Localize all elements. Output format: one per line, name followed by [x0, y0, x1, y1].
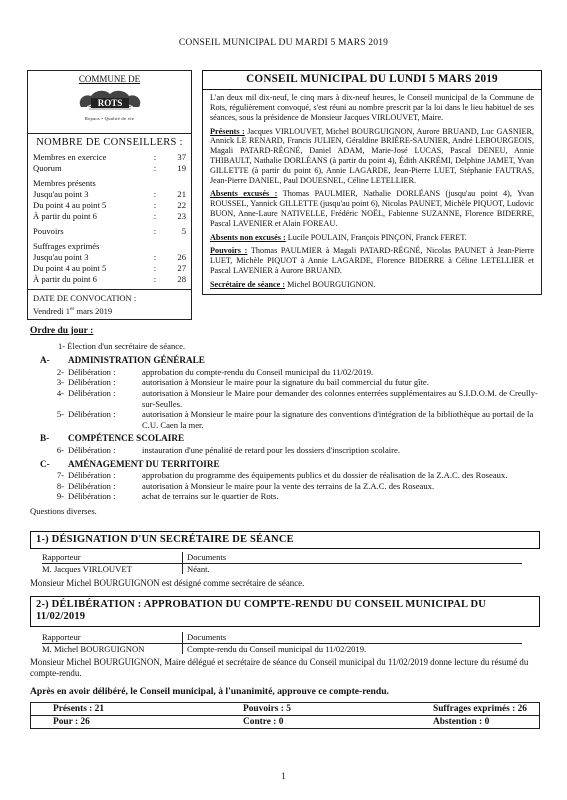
rapporteur-value: M. Michel BOURGUIGNON	[42, 643, 145, 654]
point2-text: Monsieur Michel BOURGUIGNON, Maire délégué et secrétaire de séance du Conseil municipal du 11/02/2019 donne lecture du résumé du compte-rendu.	[30, 657, 529, 678]
vote-contre: Contre : 0	[243, 717, 284, 727]
agenda-item-num: 6-	[56, 444, 64, 455]
logo-lettering: ROTS	[97, 97, 122, 108]
conseillers-stat-row	[33, 252, 186, 263]
conseillers-stat-row	[33, 241, 186, 252]
vote-suffrages: Suffrages exprimés : 26	[433, 704, 527, 714]
agenda-item-type: Délibération :	[68, 409, 116, 420]
agenda-item-type: Délibération :	[68, 444, 116, 455]
presents-list: Jacques VIRLOUVET, Michel BOURGUIGNON, Aurore BRUAND, Luc GASNIER, Annick LE RENARD, Francis JULIEN, Géraldine BRIÈRE-SAUNIER, André LEBOURGEOIS, Magali PATARD-RÉGNÉ, Daniel ADAM, Marie-José LUCAS, Pascal DENEU, Annie THIBAULT, Nathalie DORLÉANS (à partir du point 4), Édith AKRÉMI, Delphine JAMET, Yvan GILLETTE (à partir du point 6), Annie LAGARDE, Jean-Pierre LUET, Stéphanie FAUTRAS, Jean-Pierre DANIEL, Paul DOUESNEL, Céline LETELLIER.	[210, 126, 534, 185]
stat-label: Du point 4 au point 5	[33, 263, 107, 274]
agenda-item-text: autorisation à Monsieur le maire pour la signature des conventions d'intégration de la bibliothèque au portail de la C.U. Caen la mer.	[142, 409, 534, 430]
conseillers-stat-list	[33, 152, 186, 285]
agenda-section-key: A-	[40, 355, 50, 366]
pouvoirs-label: Pouvoirs :	[210, 246, 248, 256]
questions-diverses: Questions diverses.	[30, 505, 97, 516]
stat-label: Quorum	[33, 163, 62, 174]
rapporteur-value-row	[42, 564, 522, 575]
agenda-section-key: B-	[40, 433, 50, 444]
agenda-item-num: 9-	[56, 491, 64, 502]
page-header: CONSEIL MUNICIPAL DU MARDI 5 MARS 2019	[178, 38, 389, 48]
stat-colon	[150, 241, 160, 252]
agenda-item-text: approbation du compte-rendu du Conseil municipal du 11/02/2019.	[142, 366, 374, 377]
point1-text: Monsieur Michel BOURGUIGNON est désigné comme secrétaire de séance.	[30, 578, 305, 588]
stat-label: Membres présents	[33, 178, 96, 189]
agenda-section-title: COMPÉTENCE SCOLAIRE	[68, 433, 185, 444]
convocation-box	[27, 290, 192, 320]
stat-colon: :	[153, 252, 157, 263]
agenda-section-heading	[30, 459, 540, 470]
conseillers-stat-row	[33, 274, 186, 285]
conseillers-stat-row	[33, 152, 186, 163]
agenda-item	[30, 388, 540, 409]
stat-value: 27	[177, 263, 186, 274]
conseil-title: CONSEIL MUNICIPAL DU LUNDI 5 MARS 2019	[202, 70, 542, 90]
secretaire-label: Secrétaire de séance :	[210, 279, 286, 289]
convocation-date	[33, 304, 186, 316]
agenda-section-title: ADMINISTRATION GÉNÉRALE	[68, 355, 205, 366]
stat-value: 26	[177, 252, 186, 263]
agenda-item	[30, 367, 540, 378]
page-number: 1	[281, 771, 286, 781]
excuses-list: Thomas PAULMIER, Nathalie DORLÉANS (jusqu'au point 4), Yvan ROUSSEL, Yannick GILLETTE (jusqu'au point 6), Nicolas PAUNET, Michèle PIQUOT, Ludovic BUON, Anne-Laure NATIVELLE, Frédéric NOËL, Fabienne SUZANNE, Florence BIDERRE, Pascal LAVENIER et Alain FOREAU.	[210, 189, 534, 228]
convocation-date-sup: er	[70, 305, 75, 312]
stat-label: À partir du point 6	[33, 274, 97, 285]
stat-value: 37	[177, 152, 186, 163]
stat-label: À partir du point 6	[33, 211, 97, 222]
stat-value	[160, 178, 186, 189]
stat-label: Membres en exercice	[33, 152, 107, 163]
vote-row-2	[31, 715, 539, 728]
pouvoirs-paragraph	[210, 246, 534, 275]
excuses-label: Absents excusés :	[210, 189, 278, 199]
vote-table	[30, 702, 540, 729]
rapporteur-value: M. Jacques VIRLOUVET	[42, 563, 132, 574]
stat-colon: :	[153, 263, 157, 274]
commune-box	[27, 70, 192, 134]
ordre-title: Ordre du jour :	[30, 326, 94, 336]
conseillers-stat-row	[33, 178, 186, 189]
point2-rapporteur-table	[42, 632, 522, 654]
conseillers-stat-row	[33, 211, 186, 222]
agenda-item	[30, 445, 540, 456]
stat-colon: :	[153, 211, 157, 222]
stat-value	[160, 241, 186, 252]
conseillers-stat-row	[33, 189, 186, 200]
agenda-item-text: autorisation à Monsieur le maire pour la vente des terrains de la Z.A.C. des Roseaux.	[142, 480, 435, 491]
rapporteur-header-row	[42, 552, 522, 564]
agenda-item	[30, 377, 540, 388]
convocation-date-suffix: mars 2019	[74, 305, 113, 316]
conseillers-stat-row	[33, 263, 186, 274]
non-excuses-label: Absents non excusés :	[210, 232, 286, 242]
secretaire-paragraph	[210, 280, 534, 290]
secretaire-name: Michel BOURGUIGNON.	[285, 279, 376, 289]
convocation-date-prefix: Vendredi 1	[33, 305, 71, 316]
stat-value: 22	[177, 200, 186, 211]
vote-presents: Présents : 21	[53, 704, 105, 714]
documents-label: Documents	[182, 552, 522, 564]
stat-colon: :	[153, 274, 157, 285]
ordre-sections	[30, 355, 540, 502]
rapporteur-label: Rapporteur	[42, 632, 182, 644]
agenda-section-heading	[30, 433, 540, 444]
rapporteur-header-row	[42, 632, 522, 644]
stat-colon: :	[153, 152, 157, 163]
agenda-item-text: instauration d'une pénalité de retard pour les dossiers d'inscription scolaire.	[142, 444, 400, 455]
conseillers-stat-row	[33, 200, 186, 211]
agenda-item	[30, 470, 540, 481]
conseillers-title: NOMBRE DE CONSEILLERS :	[36, 137, 183, 148]
rots-logo-icon	[75, 87, 145, 115]
documents-value: Compte-rendu du Conseil municipal du 11/02/2019.	[182, 644, 522, 655]
point2-title: 2-) DÉLIBÉRATION : APPROBATION DU COMPTE-RENDU DU CONSEIL MUNICIPAL DU 11/02/2019	[30, 596, 540, 627]
agenda-item-num: 3-	[56, 377, 64, 388]
vote-row-1	[31, 703, 539, 715]
convocation-label: DATE DE CONVOCATION :	[33, 293, 137, 304]
conseillers-stat-row	[33, 226, 186, 237]
agenda-item-type: Délibération :	[68, 491, 116, 502]
agenda-item-type: Délibération :	[68, 377, 116, 388]
stat-label: Pouvoirs	[33, 226, 64, 237]
presents-label: Présents :	[210, 126, 245, 136]
stat-value: 23	[177, 211, 186, 222]
point2-decision: Après en avoir délibéré, le Conseil municipal, à l'unanimité, approuve ce compte-rendu.	[30, 686, 389, 697]
agenda-item-num: 7-	[56, 470, 64, 481]
presents-paragraph	[210, 127, 534, 186]
stat-value: 5	[181, 226, 186, 237]
agenda-section-heading	[30, 355, 540, 366]
stat-colon: :	[153, 226, 157, 237]
agenda-item	[30, 409, 540, 430]
agenda-item-text: autorisation à Monsieur le maire pour la signature du bail commercial du futur gîte.	[142, 377, 429, 388]
agenda-item-type: Délibération :	[68, 470, 116, 481]
agenda-item-type: Délibération :	[68, 480, 116, 491]
agenda-item-num: 8-	[56, 480, 64, 491]
agenda-section-key: C-	[40, 458, 50, 469]
agenda-section-title: AMÉNAGEMENT DU TERRITOIRE	[68, 458, 220, 469]
non-excuses-paragraph	[210, 233, 534, 243]
vote-pour: Pour : 26	[53, 717, 90, 727]
point1-title: 1-) DÉSIGNATION D'UN SECRÉTAIRE DE SÉANCE	[30, 531, 540, 549]
stat-label: Jusqu'au point 3	[33, 252, 89, 263]
stat-value: 28	[177, 274, 186, 285]
stat-colon: :	[153, 200, 157, 211]
commune-title: COMMUNE DE	[78, 74, 141, 84]
agenda-item	[30, 491, 540, 502]
rapporteur-label: Rapporteur	[42, 552, 182, 564]
stat-value: 19	[177, 163, 186, 174]
point1-rapporteur-table	[42, 552, 522, 574]
left-info-column	[27, 70, 192, 320]
ordre-du-jour	[30, 326, 540, 517]
stat-value: 21	[177, 189, 186, 200]
logo-tagline: Repaos • Qualité de vie	[84, 115, 135, 121]
agenda-item-num: 4-	[56, 387, 64, 398]
conseil-intro: L'an deux mil dix-neuf, le cinq mars à dix-neuf heures, le Conseil municipal de la Commune de Rots, régulièrement convoqué, s'est réuni au nombre prescrit par la loi dans le lieu habituel de ses séances, sous la présidence de Monsieur Jacques VIRLOUVET, Maire.	[210, 93, 534, 122]
vote-abstention: Abstention : 0	[433, 717, 490, 727]
stat-colon: :	[153, 163, 157, 174]
pouvoirs-list: Thomas PAULMIER à Magali PATARD-RÉGNÉ, Nicolas PAUNET à Jean-Pierre LUET, Michèle PIQUOT à Annie LAGARDE, Florence BIDERRE à Céline LETELLIER et Pascal LAVENIER à Aurore BRUAND.	[210, 246, 534, 275]
vote-pouvoirs: Pouvoirs : 5	[243, 704, 291, 714]
conseil-body	[202, 90, 542, 294]
agenda-item-type: Délibération :	[68, 387, 116, 398]
agenda-item-text: achat de terrains sur le quartier de Rots.	[142, 491, 279, 502]
stat-label: Jusqu'au point 3	[33, 189, 89, 200]
documents-label: Documents	[182, 632, 522, 644]
non-excuses-list: Lucile POULAIN, François PINÇON, Franck FERET.	[285, 232, 467, 242]
excuses-paragraph	[210, 189, 534, 228]
agenda-item-text: approbation du programme des équipements publics et du dossier de réalisation de la Z.A.C. des Roseaux.	[142, 470, 508, 481]
agenda-item-type: Délibération :	[68, 366, 116, 377]
stat-colon: :	[153, 189, 157, 200]
conseillers-box	[27, 134, 192, 290]
stat-colon	[150, 178, 160, 189]
agenda-item-num: 5-	[56, 409, 64, 420]
documents-value: Néant.	[182, 564, 522, 575]
conseillers-stat-row	[33, 163, 186, 174]
rapporteur-value-row	[42, 644, 522, 655]
stat-label: Du point 4 au point 5	[33, 200, 107, 211]
agenda-item-num: 2-	[56, 366, 64, 377]
ordre-first-item: 1- Élection d'un secrétaire de séance.	[58, 340, 186, 351]
conseil-info-column	[202, 70, 542, 295]
agenda-item-text: autorisation à Monsieur le Maire pour demander des colonnes enterrées supplémentaires au S.I.D.O.M. de Creully-sur-Seulles.	[142, 387, 538, 409]
agenda-item	[30, 481, 540, 492]
stat-label: Suffrages exprimés	[33, 241, 100, 252]
